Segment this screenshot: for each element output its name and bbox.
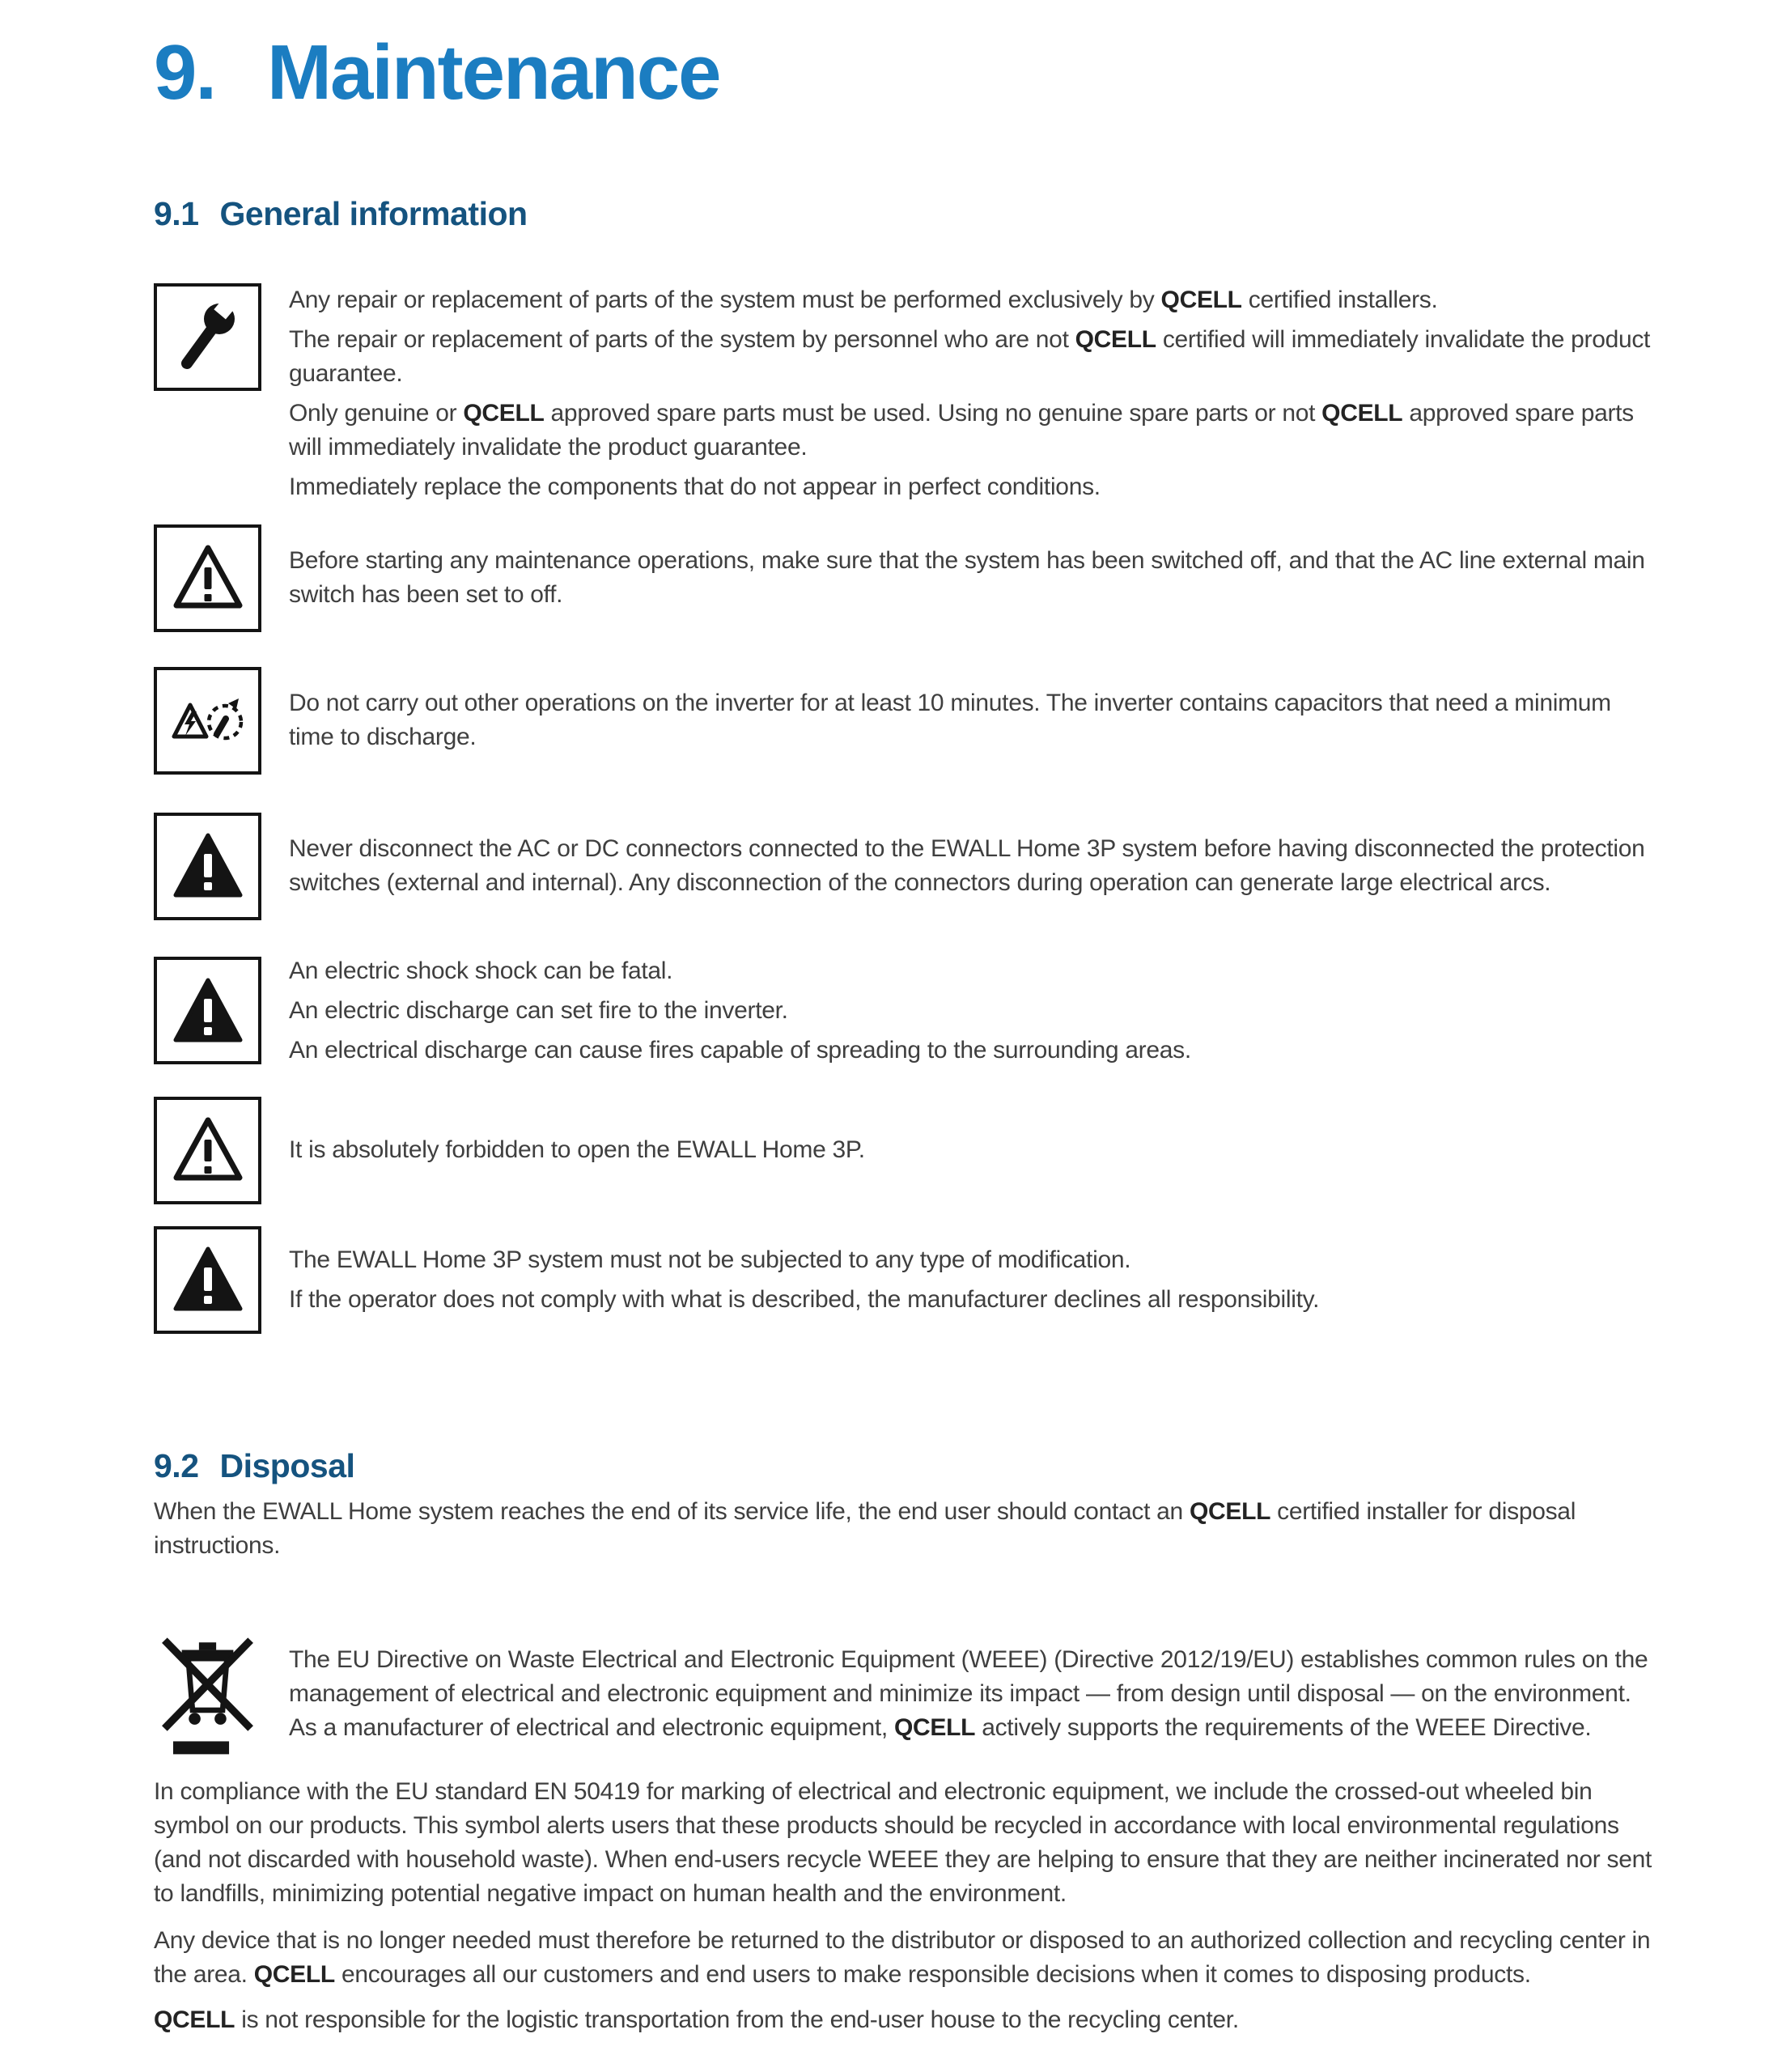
chapter-title: Maintenance [267, 29, 720, 116]
notice-do-not-open [154, 1097, 1656, 1204]
notice-paragraph: The EU Directive on Waste Electrical and Electronic Equipment (WEEE) (Directive 2012/19/EU) establishes common rules on the management of electrical and electronic equipment and minimize its impact — from design until disposal — on the environment. As a manufacturer of electrical and electronic equipment, QCELL actively supports the requirements of the WEEE Directive. [289, 1646, 1648, 1742]
body-paragraph: QCELL is not responsible for the logistic transportation from the end-user house to the recycling center. [154, 2006, 1239, 2034]
notice-paragraph: Immediately replace the components that do not appear in perfect conditions. [289, 473, 1101, 500]
notice-text [289, 686, 1656, 754]
icon-box [154, 813, 261, 920]
notice-paragraph: If the operator does not comply with what is described, the manufacturer declines all responsibility. [289, 1285, 1320, 1313]
notice-no-modification [154, 1226, 1656, 1334]
notice-discharge-time [154, 667, 1656, 775]
notice-paragraph: The EWALL Home 3P system must not be subjected to any type of modification. [289, 1246, 1131, 1273]
notice-repair-certified [154, 283, 1656, 504]
notice-paragraph: An electrical discharge can cause fires capable of spreading to the surrounding areas. [289, 1036, 1191, 1064]
section-title: Disposal [219, 1446, 355, 1484]
notice-text [289, 1643, 1656, 1745]
notice-text [289, 954, 1656, 1068]
notice-paragraph: Before starting any maintenance operations, make sure that the system has been switched off, and that the AC line external main switch has been set to off. [289, 547, 1645, 609]
notice-paragraph: Only genuine or QCELL approved spare parts must be used. Using no genuine spare parts or not QCELL approved spare parts will immediately invalidate the product guarantee. [289, 399, 1634, 461]
danger-triangle-icon [168, 1239, 248, 1320]
notice-paragraph: Never disconnect the AC or DC connectors connected to the EWALL Home 3P system before having disconnected the protection switches (external and internal). Any disconnection of the connectors during operation can generate large electrical arcs. [289, 835, 1645, 897]
body-paragraph: In compliance with the EU standard EN 50419 for marking of electrical and electronic equipment, we include the crossed-out wheeled bin symbol on our products. This symbol alerts users that these products should be recycled in accordance with local environmental regulations (and not discarded with household waste). When end-users recycle WEEE they are helping to ensure that they are neither incinerated nor sent to landfills, minimizing potential negative impact on human health and the environment. [154, 1778, 1652, 1908]
notice-text [289, 832, 1656, 900]
discharge-wait-icon [168, 680, 248, 761]
notice-text [289, 283, 1656, 504]
notice-electric-shock [154, 954, 1656, 1068]
warning-triangle-icon [168, 537, 248, 618]
notice-paragraph: Any repair or replacement of parts of the system must be performed exclusively by QCELL certified installers. [289, 286, 1438, 313]
disposal-intro: When the EWALL Home system reaches the end of its service life, the end user should contact an QCELL certified installer for disposal instructions. [154, 1498, 1576, 1560]
warning-triangle-icon [168, 1110, 248, 1191]
icon-box [154, 957, 261, 1064]
chapter-heading [154, 29, 1656, 116]
section-heading-general [154, 195, 1656, 233]
section-heading-disposal [154, 1447, 1656, 1485]
icon-wrap [154, 1624, 261, 1764]
icon-box [154, 1097, 261, 1204]
danger-triangle-icon [168, 970, 248, 1051]
notice-text [289, 1133, 1656, 1167]
icon-box [154, 667, 261, 775]
danger-triangle-icon [168, 826, 248, 906]
icon-box [154, 1226, 261, 1334]
chapter-number: 9. [154, 29, 216, 116]
icon-box [154, 283, 261, 391]
section-title: General information [219, 194, 528, 232]
notice-paragraph: An electric shock shock can be fatal. [289, 957, 673, 984]
notice-paragraph: An electric discharge can set fire to the inverter. [289, 996, 788, 1024]
section-number: 9.1 [154, 194, 199, 232]
notice-text [289, 1243, 1656, 1317]
notice-weee [154, 1624, 1656, 1764]
notice-switch-off [154, 524, 1656, 632]
notice-text [289, 544, 1656, 612]
body-paragraph: Any device that is no longer needed must therefore be returned to the distributor or disposed to an authorized collection and recycling center in the area. QCELL encourages all our customers and end users to make responsible decisions when it comes to disposing products. [154, 1927, 1651, 1989]
notice-paragraph: It is absolutely forbidden to open the EWALL Home 3P. [289, 1136, 865, 1164]
section-number: 9.2 [154, 1446, 199, 1484]
notice-paragraph: Do not carry out other operations on the inverter for at least 10 minutes. The inverter contains capacitors that need a minimum time to discharge. [289, 690, 1611, 751]
notice-disconnect-arcs [154, 813, 1656, 920]
wrench-icon [168, 296, 248, 377]
notice-paragraph: The repair or replacement of parts of the system by personnel who are not QCELL certified will immediately invalidate the product guarantee. [289, 325, 1651, 387]
icon-box [154, 524, 261, 632]
weee-crossed-bin-icon [154, 1625, 261, 1763]
